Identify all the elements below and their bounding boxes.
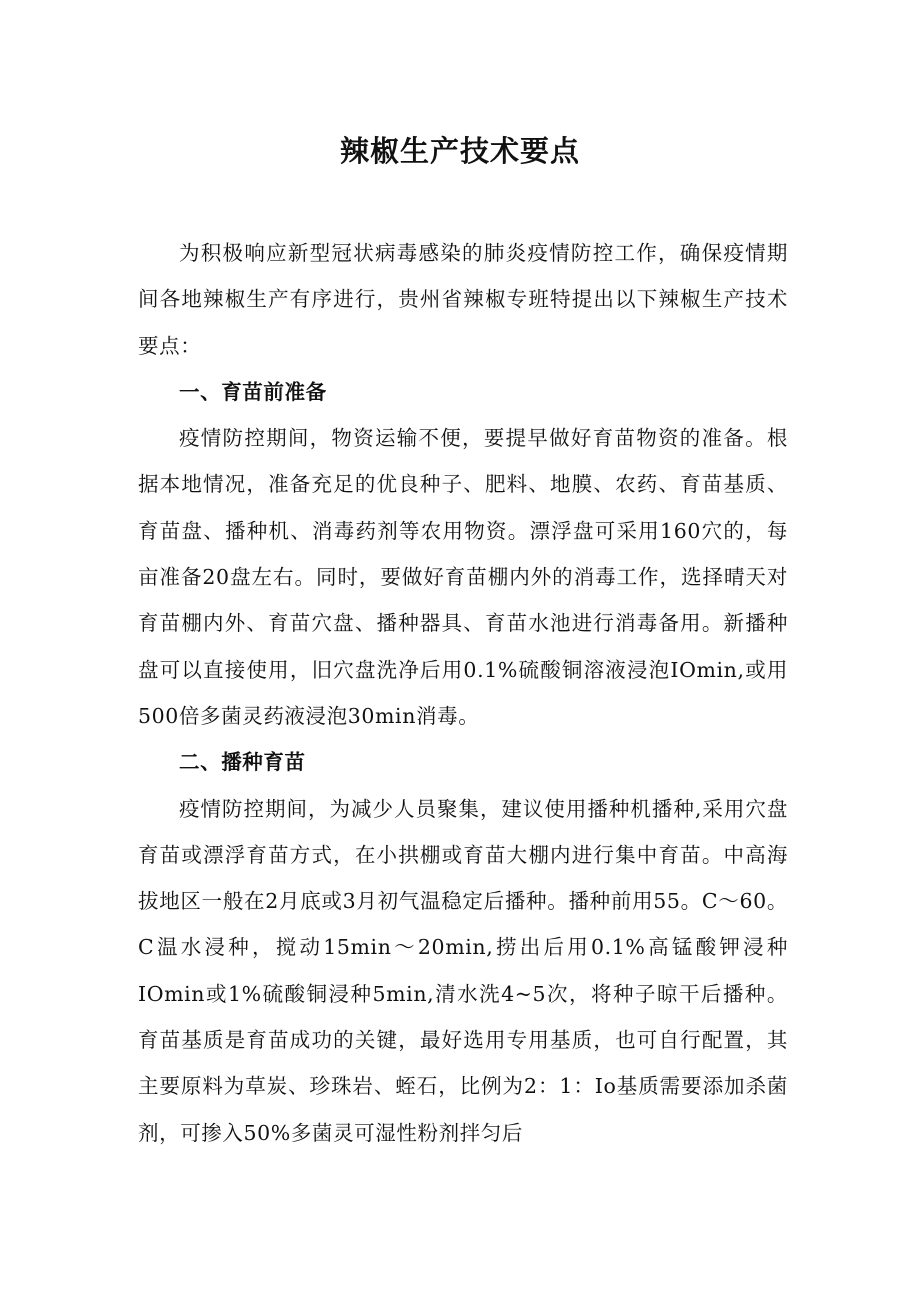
section-paragraph-sowing: 疫情防控期间，为减少人员聚集，建议使用播种机播种,采用穴盘育苗或漂浮育苗方式，在小拱棚或育苗大棚内进行集中育苗。中高海拔地区一般在2月底或3月初气温稳定后播种。播种前用55。C～60。C温水浸种，搅动15min～20min,捞出后用0.1%高锰酸钾浸种IOmin或1%硫酸铜浸种5min,清水洗4~5次，将种子晾干后播种。育苗基质是育苗成功的关键，最好选用专用基质，也可自行配置，其主要原料为草炭、珍珠岩、蛭石，比例为2：1：Io基质需要添加杀菌剂，可掺入50%多菌灵可湿性粉剂拌匀后	[138, 796, 788, 1145]
section-heading-sowing: 二、播种育苗	[179, 750, 306, 775]
section-heading-seedling-preparation: 一、育苗前准备	[179, 379, 327, 404]
document-title: 辣椒生产技术要点	[339, 134, 580, 168]
intro-paragraph: 为积极响应新型冠状病毒感染的肺炎疫情防控工作，确保疫情期间各地辣椒生产有序进行，贵州省辣椒专班特提出以下辣椒生产技术要点：	[138, 241, 788, 358]
document-body	[138, 230, 788, 1156]
section-paragraph-seedling-preparation: 疫情防控期间，物资运输不便，要提早做好育苗物资的准备。根据本地情况，准备充足的优良种子、肥料、地膜、农药、育苗基质、育苗盘、播种机、消毒药剂等农用物资。漂浮盘可采用160穴的，每亩准备20盘左右。同时，要做好育苗棚内外的消毒工作，选择晴天对育苗棚内外、育苗穴盘、播种器具、育苗水池进行消毒备用。新播种盘可以直接使用，旧穴盘洗净后用0.1%硫酸铜溶液浸泡IOmin,或用500倍多菌灵药液浸泡30min消毒。	[138, 426, 788, 728]
